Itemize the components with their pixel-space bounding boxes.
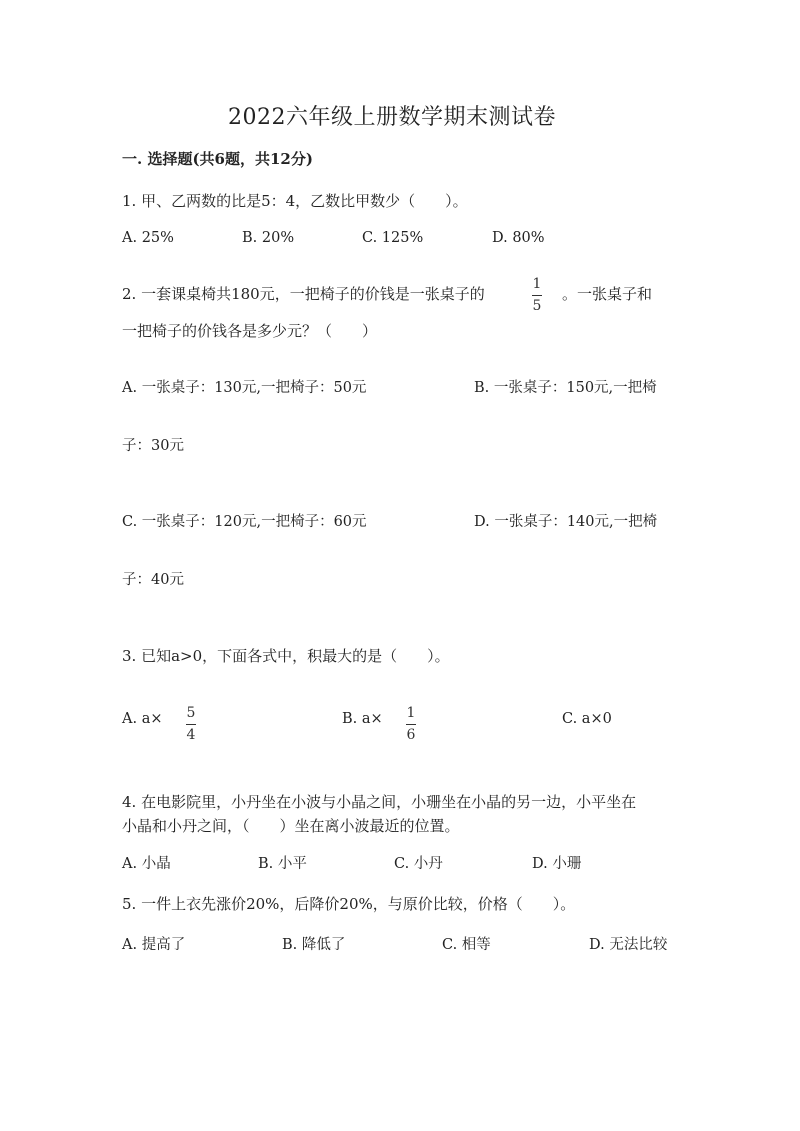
fraction-numerator: 1 [406, 705, 416, 721]
option-c: C. a×0 [562, 711, 612, 727]
question-text-continued: 。一张桌子和 [562, 285, 653, 303]
fraction-bar [186, 724, 196, 725]
question-text-line2: 一把椅子的价钱各是多少元？（ ） [122, 322, 378, 340]
fraction-denominator: 6 [406, 727, 416, 743]
option-b: B. 20% [242, 230, 295, 246]
option-b: B. a× [342, 711, 383, 727]
section-heading: 一. 选择题(共6题，共12分) [122, 150, 313, 168]
fraction-bar [406, 724, 416, 725]
option-a: A. 一张桌子：130元,一把椅子：50元 [122, 380, 367, 396]
fraction-numerator: 1 [532, 276, 542, 292]
option-d: D. 小珊 [532, 856, 582, 872]
option-c: C. 相等 [442, 937, 491, 953]
option-d: D. 80% [492, 230, 545, 246]
fraction [186, 706, 196, 742]
fraction-denominator: 4 [186, 727, 196, 743]
option-a: A. 提高了 [122, 937, 186, 953]
option-b-continued: 子：30元 [122, 438, 184, 454]
fraction [406, 706, 416, 742]
option-d: D. 一张桌子：140元,一把椅 [474, 514, 658, 530]
question-text-line2: 小晶和小丹之间，（ ）坐在离小波最近的位置。 [122, 817, 460, 835]
option-b: B. 小平 [258, 856, 307, 872]
option-d: D. 无法比较 [589, 937, 668, 953]
option-a: A. a× [122, 711, 163, 727]
option-c: C. 125% [362, 230, 424, 246]
option-a: A. 25% [122, 230, 174, 246]
question-text: 5. 一件上衣先涨价20%，后降价20%，与原价比较，价格（ ）。 [122, 895, 576, 913]
question-text: 1. 甲、乙两数的比是5：4，乙数比甲数少（ ）。 [122, 192, 468, 210]
option-c: C. 一张桌子：120元,一把椅子：60元 [122, 514, 367, 530]
option-b: B. 降低了 [282, 937, 346, 953]
question-text: 4. 在电影院里，小丹坐在小波与小晶之间，小珊坐在小晶的另一边，小平坐在 [122, 793, 637, 811]
option-b: B. 一张桌子：150元,一把椅 [474, 380, 657, 396]
question-text: 3. 已知a>0，下面各式中，积最大的是（ ）。 [122, 647, 450, 665]
option-c: C. 小丹 [394, 856, 443, 872]
option-a: A. 小晶 [122, 856, 171, 872]
fraction [532, 277, 542, 313]
fraction-numerator: 5 [186, 705, 196, 721]
fraction-bar [532, 295, 542, 296]
page-title: 2022六年级上册数学期末测试卷 [228, 105, 556, 130]
question-text: 2. 一套课桌椅共180元，一把椅子的价钱是一张桌子的 [122, 285, 485, 303]
fraction-denominator: 5 [532, 298, 542, 314]
option-d-continued: 子：40元 [122, 572, 184, 588]
